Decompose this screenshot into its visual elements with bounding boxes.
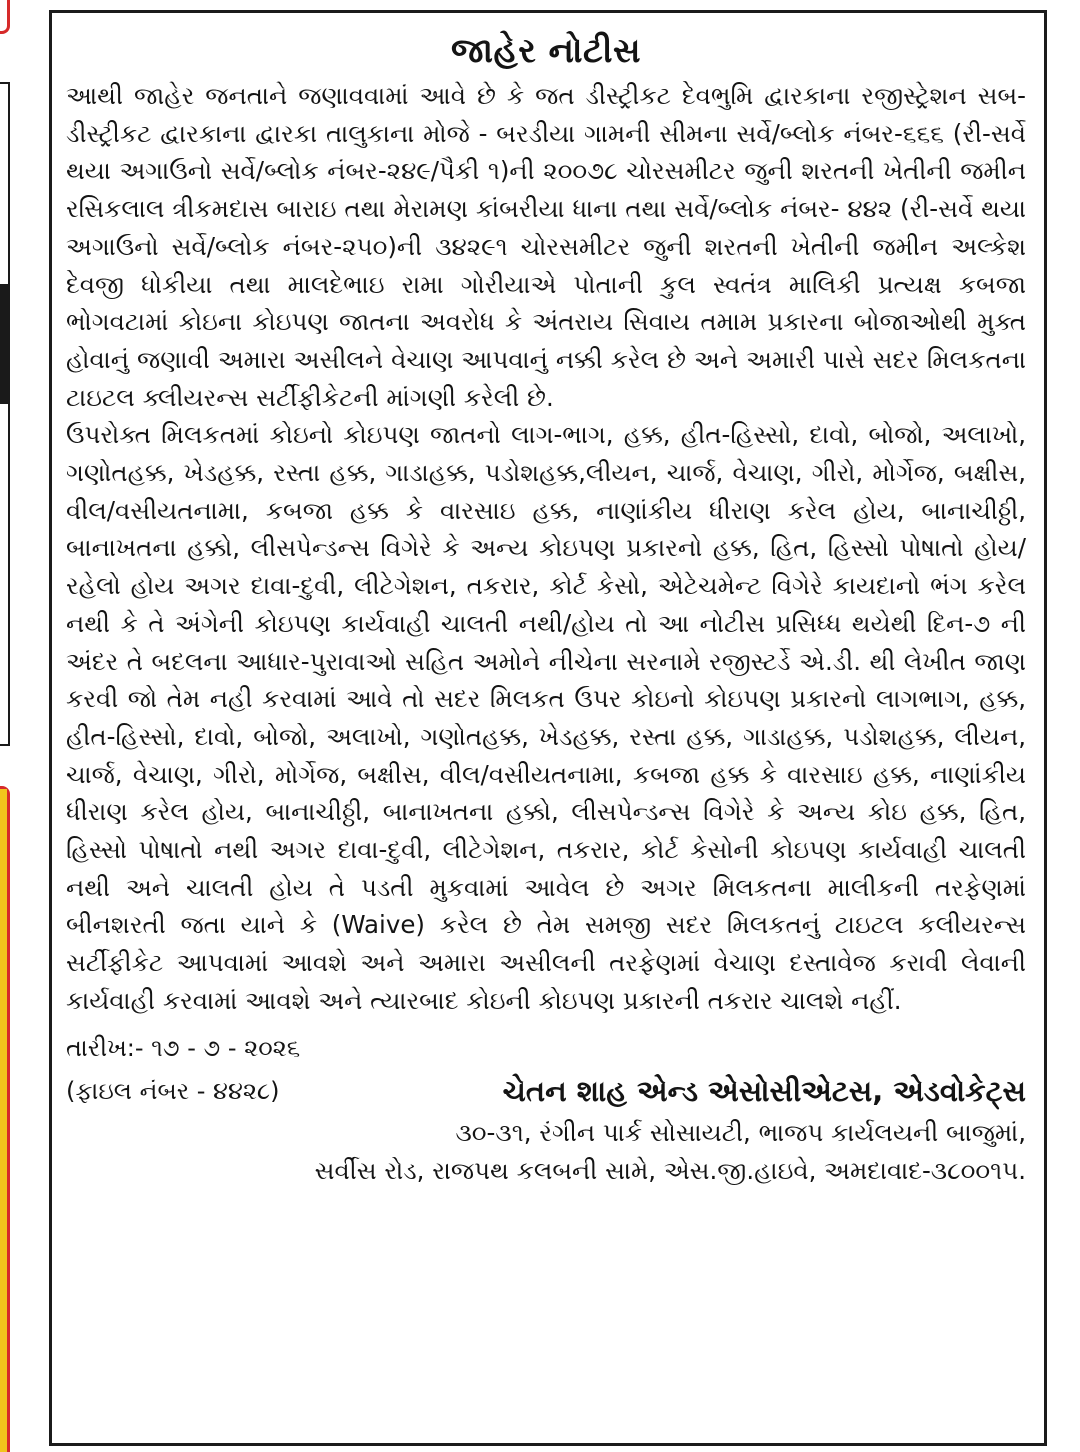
firm-address-line-1: ૩૦-૩૧, રંગીન પાર્ક સોસાયટી, ભાજપ કાર્યલયની બાજુમાં, xyxy=(455,1117,1026,1147)
notice-meta-row xyxy=(66,1028,1026,1071)
adjacent-column-fragment-top xyxy=(0,0,10,34)
adjacent-column-fragment-middle xyxy=(0,82,10,746)
firm-address-line-2: સર્વીસ રોડ, રાજપથ કલબની સામે, એસ.જી.હાઇવે, અમદાવાદ-૩૮૦૦૧૫. xyxy=(314,1155,1026,1185)
advocate-firm-name: ચેતન શાહ એન્ડ એસોસીએટસ, એડવોકેટ્સ xyxy=(502,1073,1026,1108)
notice-paragraph-objections: ઉપરોક્ત મિલકતમાં કોઇનો કોઇપણ જાતનો લાગ-ભાગ, હક્ક, હીત-હિસ્સો, દાવો, બોજો, અલાખો, ગણોતહક્ક, ખેડહક્ક, રસ્તા હક્ક, ગાડાહક્ક, પડોશહક્ક,લીયન, ચાર્જ, વેચાણ, ગીરો, મોર્ગેજ, બક્ષીસ, વીલ/વસીયતનામા, કબજા હક્ક કે વારસાઇ હક્ક, નાણાંકીય ધીરાણ કરેલ હોય, બાનાચીઠ્ઠી, બાનાખતના હક્કો, લીસપેન્ડન્સ વિગેરે કે અન્ય કોઇપણ પ્રકારનો હક્ક, હિત, હિસ્સો પોષાતો હોય/રહેલો હોય અગર દાવા-દુવી, લીટેગેશન, તકરાર, કોર્ટ કેસો, એટેચમેન્ટ વિગેરે કાયદાનો ભંગ કરેલ નથી કે તે અંગેની કોઇપણ કાર્યવાહી ચાલતી નથી/હોય તો આ નોટીસ પ્રસિધ્ધ થયેથી દિન-૭ ની અંદર તે બદલના આધાર-પુરાવાઓ સહિત અમોને નીચેના સરનામે રજીસ્ટર્ડે એ.ડી. થી લેખીત જાણ કરવી જો તેમ નહી કરવામાં આવે તો સદર મિલકત ઉપર કોઇનો કોઇપણ પ્રકારનો લાગભાગ, હક્ક, હીત-હિસ્સો, દાવો, બોજો, અલાખો, ગણોતહક્ક, ખેડહક્ક, રસ્તા હક્ક, ગાડાહક્ક, પડોશહક્ક, લીયન, ચાર્જ, વેચાણ, ગીરો, મોર્ગેજ, બક્ષીસ, વીલ/વસીયતનામા, કબજા હક્ક કે વારસાઇ હક્ક, નાણાંકીય ધીરાણ કરેલ હોય, બાનાચીઠ્ઠી, બાનાખતના હક્કો, લીસપેન્ડન્સ વિગેરે કે અન્ય કોઇ હક્ક, હિત, હિસ્સો પોષાતો નથી અગર દાવા-દુવી, લીટેગેશન, તકરાર, કોર્ટ કેસોની કોઇપણ કાર્યવાહી ચાલતી નથી અને ચાલતી હોય તે પડતી મુકવામાં આવેલ છે અગર મિલકતના માલીકની તરફેણમાં બીનશરતી જતા યાને કે (Waive) કરેલ છે તેમ સમજી સદર મિલકતનું ટાઇટલ કલીયરન્સ સર્ટીફીકેટ આપવામાં આવશે અને અમારા અસીલની તરફેણમાં વેચાણ દસ્તાવેજ કરાવી લેવાની કાર્યવાહી કરવામાં આવશે અને ત્યારબાદ કોઇની કોઇપણ પ્રકારની તકરાર ચાલશે નહીં. xyxy=(66,420,1026,1015)
file-number: (ફાઇલ નંબર - ૪૪૨૮) xyxy=(66,1076,280,1105)
adjacent-black-bar xyxy=(0,284,8,404)
adjacent-yellow-strip xyxy=(0,789,7,1452)
public-notice-box xyxy=(49,10,1047,1446)
notice-signature-row xyxy=(66,1071,1026,1114)
notice-date: તારીખ:- ૧૭ - ૭ - ૨૦૨૬ xyxy=(66,1033,301,1062)
adjacent-column-fragment-bottom xyxy=(0,786,10,1452)
notice-title: જાહેર નોટીસ xyxy=(451,31,641,71)
notice-paragraph-intro: આથી જાહેર જનતાને જણાવવામાં આવે છે કે જત ડીસ્ટ્રીકટ દેવભુમિ દ્વારકાના રજીસ્ટ્રેશન સબ-ડીસ્ટ્રીકટ દ્વારકાના દ્વારકા તાલુકાના મોજે - બરડીયા ગામની સીમના સર્વે/બ્લોક નંબર-૬૬૬ (રી-સર્વે થયા અગાઉનો સર્વે/બ્લોક નંબર-૨૪૯/પૈકી ૧)ની ૨૦૦૭૮ ચોરસમીટર જુની શરતની ખેતીની જમીન રસિકલાલ ત્રીકમદાસ બારાઇ તથા મેરામણ કાંબરીયા ધાના તથા સર્વે/બ્લોક નંબર- ૪૪૨ (રી-સર્વે થયા અગાઉનો સર્વે/બ્લોક નંબર-૨૫૦)ની ૩૪૨૯૧ ચોરસમીટર જુની શરતની ખેતીની જમીન અલ્કેશ દેવજી ધોકીયા તથા માલદેભાઇ રામા ગોરીયાએ પોતાની કુલ સ્વતંત્ર માલિકી પ્રત્યક્ષ કબજા ભોગવટામાં કોઇના કોઇપણ જાતના અવરોધ કે અંતરાય સિવાય તમામ પ્રકારના બોજાઓથી મુક્ત હોવાનું જણાવી અમારા અસીલને વેચાણ આપવાનું નક્કી કરેલ છે અને અમારી પાસે સદર મિલકતના ટાઇટલ ક્લીયરન્સ સર્ટીફીકેટની માંગણી કરેલી છે. xyxy=(66,81,1026,412)
